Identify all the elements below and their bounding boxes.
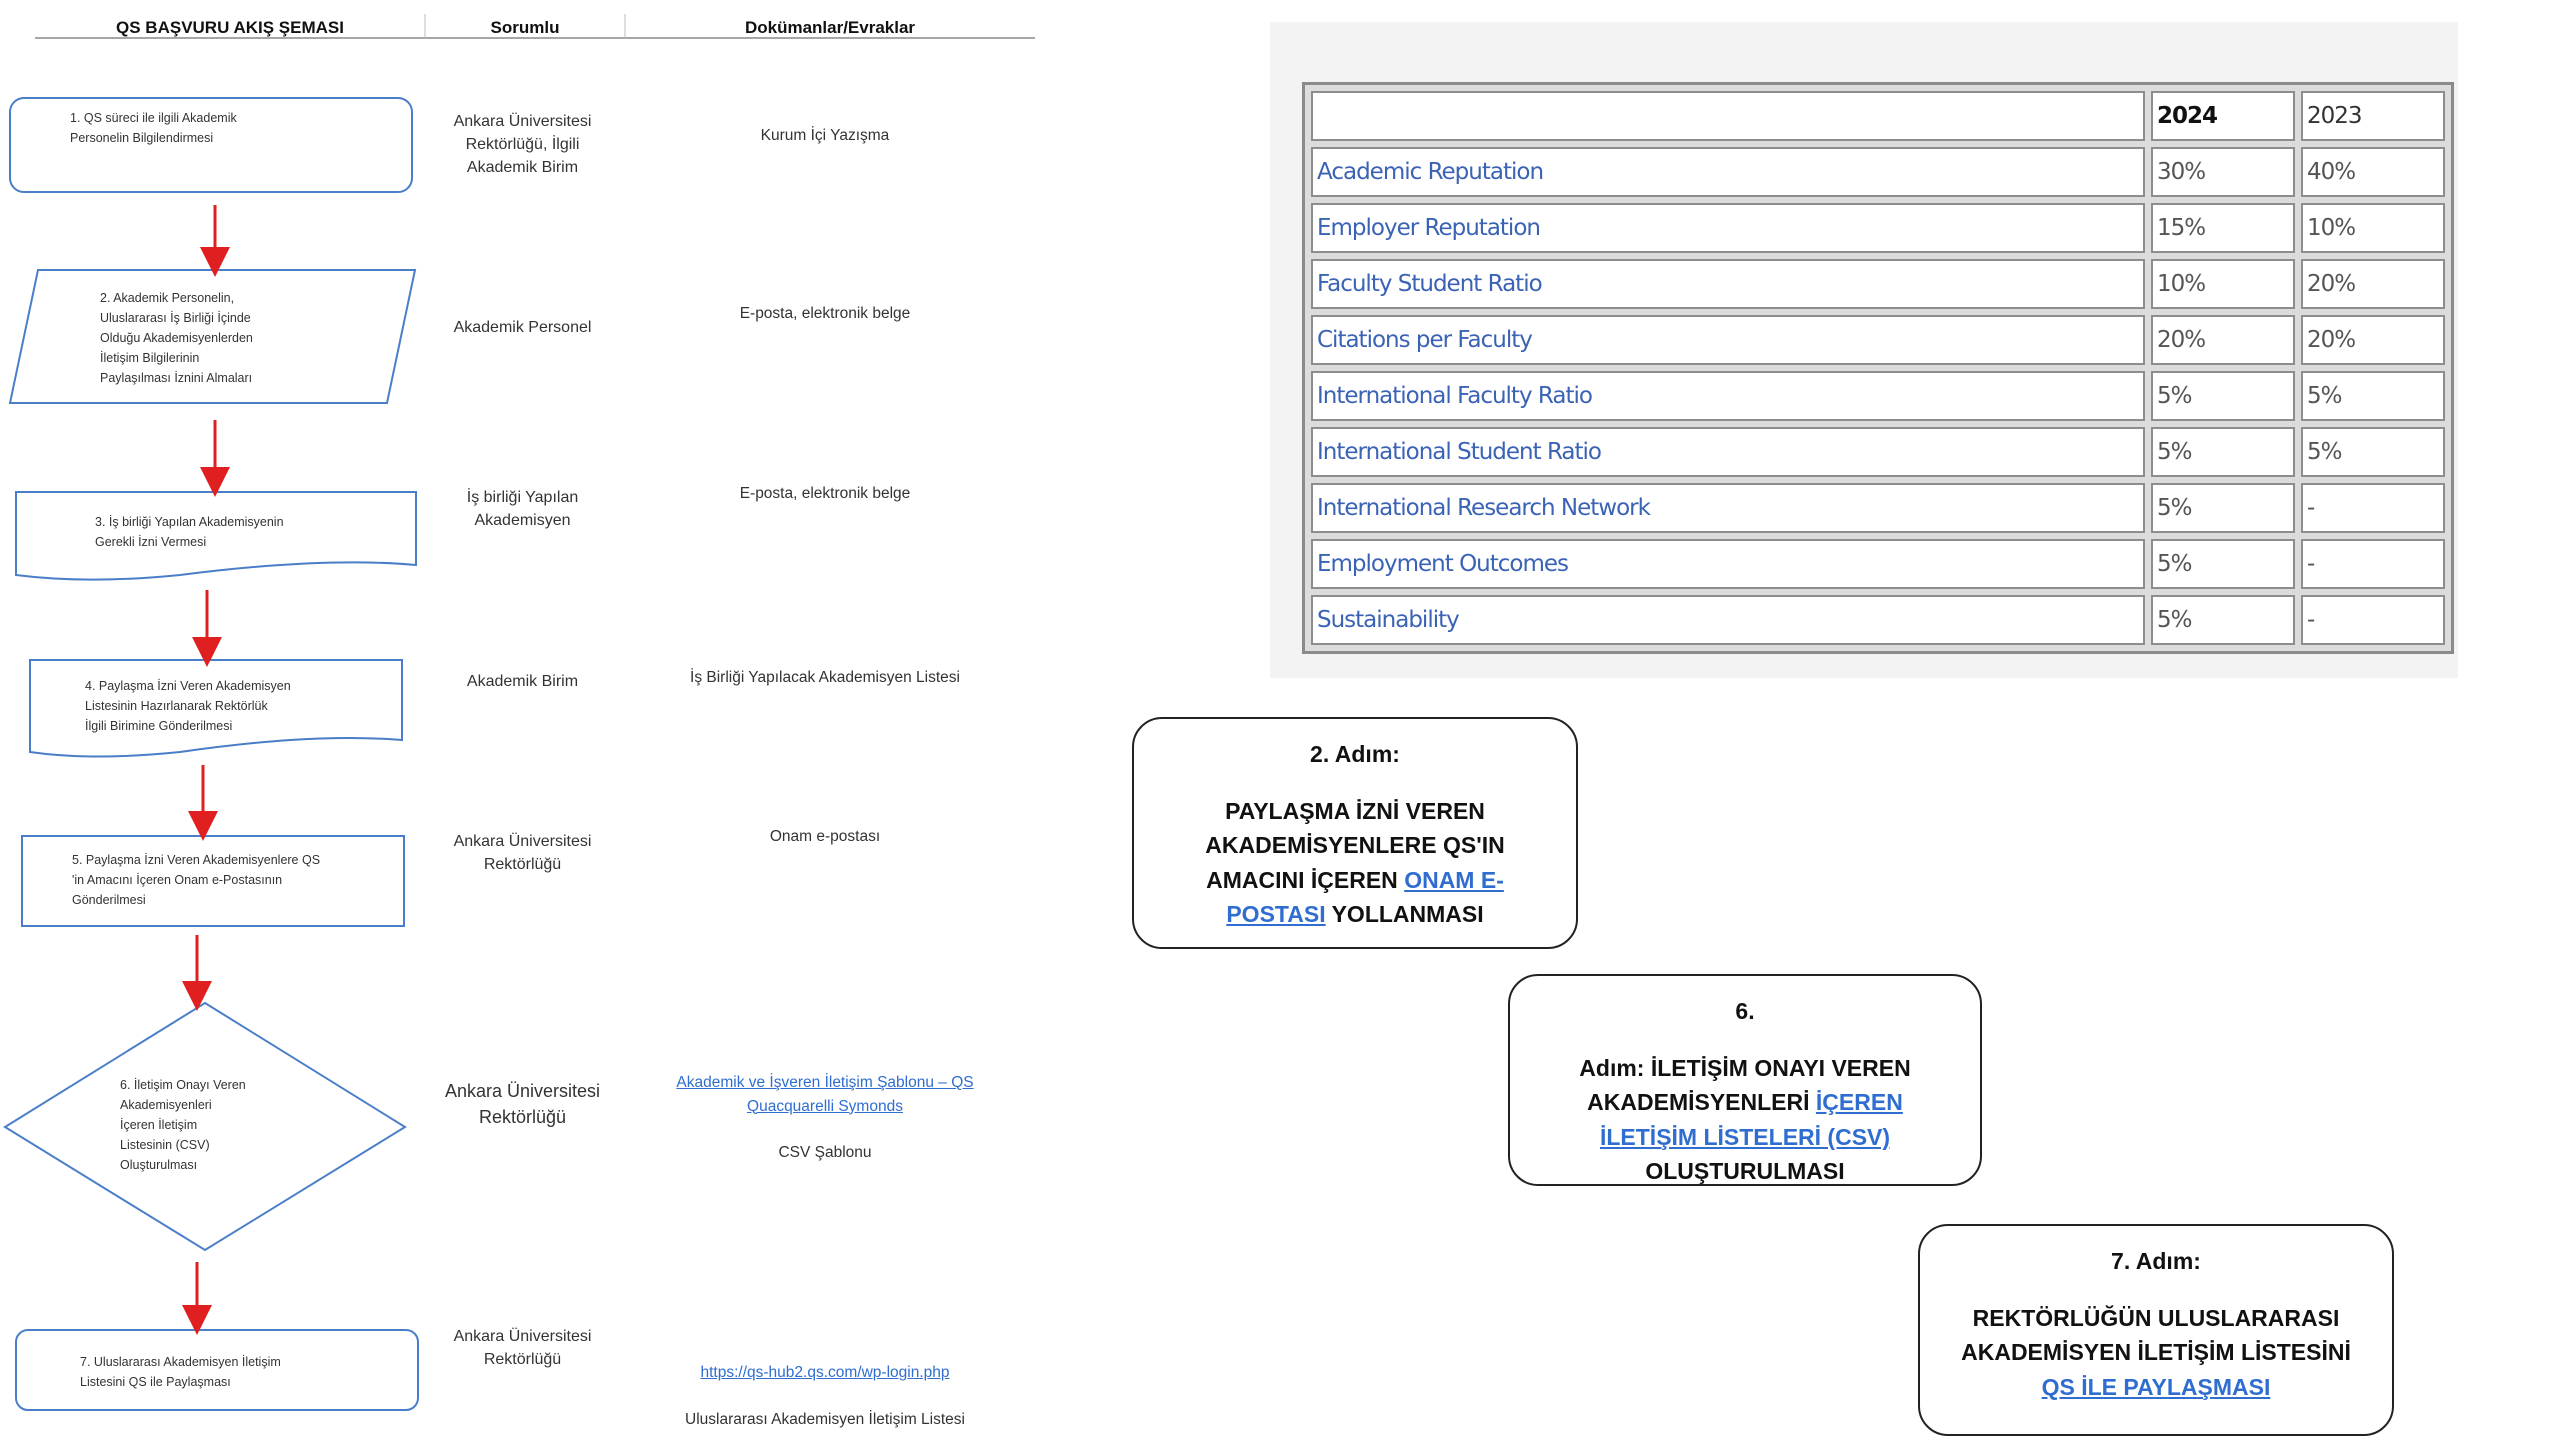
table-row	[1311, 427, 2445, 477]
flow-step-7-text: 7. Uluslararası Akademisyen İletişim Listesini QS ile Paylaşması	[80, 1355, 281, 1389]
flow-step-1-document: Kurum İçi Yazışma	[760, 127, 890, 144]
flow-step-2-document: E-posta, elektronik belge	[739, 305, 911, 322]
qs-hub-login-link[interactable]: https://qs-hub2.qs.com/wp-login.php	[700, 1364, 950, 1382]
step-6-link[interactable]: İÇEREN İLETİŞİM LİSTELERİ (CSV)	[1599, 1089, 1903, 1150]
flow-step-1-text: 1. QS süreci ile ilgili Akademik Personelin Bilgilendirmesi	[70, 111, 237, 145]
table-header-cell: 2023	[2301, 91, 2445, 141]
table-cell-label: International Faculty Ratio	[1311, 371, 2145, 421]
table-cell-v2023: 40%	[2301, 147, 2445, 197]
table-cell-v2023: -	[2301, 483, 2445, 533]
table-row	[1311, 595, 2445, 645]
table-cell-v2024: 30%	[2151, 147, 2295, 197]
contact-list-label: Uluslararası Akademisyen İletişim Listesi	[685, 1410, 965, 1428]
csv-template-label: CSV Şablonu	[778, 1144, 872, 1161]
step-2-title: 2. Adım:	[1310, 741, 1400, 767]
flow-step-7-responsible: Ankara Üniversitesi Rektörlüğü	[453, 1328, 592, 1369]
flow-step-1-responsible: Ankara Üniversitesi Rektörlüğü, İlgili Akademik Birim	[453, 113, 592, 177]
step-7-link[interactable]: QS İLE PAYLAŞMASI	[2041, 1373, 2271, 1400]
qs-contact-template-link[interactable]: Akademik ve İşveren İletişim Şablonu – QS Quacquarelli Symonds	[676, 1074, 974, 1115]
flow-step-6-text: 6. İletişim Onayı Veren Akademisyenleri İçeren İletişim Listesinin (CSV) Oluşturulması	[120, 1078, 246, 1172]
flow-step-2-text: 2. Akademik Personelin, Uluslararası İş Birliği İçinde Olduğu Akademisyenlerden İletişim Bilgilerinin Paylaşılması İznini Almaları	[100, 290, 253, 385]
table-header-cell	[1311, 91, 2145, 141]
table-cell-v2023: -	[2301, 539, 2445, 589]
table-cell-label: Employment Outcomes	[1311, 539, 2145, 589]
qs-weights-table	[1302, 82, 2454, 654]
table-cell-v2023: 20%	[2301, 315, 2445, 365]
table-row	[1311, 539, 2445, 589]
flow-step-4-document: İş Birliği Yapılacak Akademisyen Listesi	[690, 669, 960, 686]
step-6-title: 6.	[1735, 998, 1755, 1024]
flow-step-6-document-group	[635, 1048, 1015, 1188]
table-header-cell: 2024	[2151, 91, 2295, 141]
table-cell-v2024: 20%	[2151, 315, 2295, 365]
flow-step-4-responsible: Akademik Birim	[466, 673, 579, 690]
flow-step-3-text: 3. İş birliği Yapılan Akademisyenin Gerekli İzni Vermesi	[95, 515, 284, 549]
table-cell-label: International Research Network	[1311, 483, 2145, 533]
documents-column-header: Dokümanlar/Evraklar	[744, 18, 916, 37]
table-cell-label: Sustainability	[1311, 595, 2145, 645]
step-6-box	[1508, 974, 1982, 1186]
flow-step-5-text: 5. Paylaşma İzni Veren Akademisyenlere QS 'in Amacını İçeren Onam e-Postasının Gönderilmesi	[72, 853, 321, 907]
table-cell-v2023: 10%	[2301, 203, 2445, 253]
step-2-text: PAYLAŞMA İZNİ VEREN AKADEMİSYENLERE QS'IN AMACINI İÇEREN	[1205, 797, 1505, 893]
table-row	[1311, 315, 2445, 365]
table-cell-v2023: -	[2301, 595, 2445, 645]
table-cell-label: Academic Reputation	[1311, 147, 2145, 197]
table-cell-v2024: 5%	[2151, 427, 2295, 477]
table-cell-v2024: 5%	[2151, 595, 2295, 645]
table-cell-v2023: 20%	[2301, 259, 2445, 309]
flow-step-6-responsible: Ankara Üniversitesi Rektörlüğü	[444, 1081, 601, 1128]
table-cell-v2023: 5%	[2301, 371, 2445, 421]
step-6-text: Adım: İLETİŞİM ONAYI VEREN AKADEMİSYENLERİ	[1579, 1054, 1911, 1115]
table-cell-v2024: 10%	[2151, 259, 2295, 309]
table-cell-label: Faculty Student Ratio	[1311, 259, 2145, 309]
table-cell-v2024: 15%	[2151, 203, 2295, 253]
step-7-title: 7. Adım:	[2111, 1248, 2201, 1274]
step-6-text-end: OLUŞTURULMASI	[1645, 1158, 1845, 1184]
table-row	[1311, 259, 2445, 309]
weights-table-panel	[1270, 22, 2458, 678]
step-2-link[interactable]: ONAM E-POSTASI	[1226, 866, 1504, 927]
table-cell-v2023: 5%	[2301, 427, 2445, 477]
flowchart-title: QS BAŞVURU AKIŞ ŞEMASI	[116, 18, 344, 37]
flow-step-5-document: Onam e-postası	[769, 828, 881, 845]
table-cell-v2024: 5%	[2151, 371, 2295, 421]
flow-step-4-text: 4. Paylaşma İzni Veren Akademisyen Listesinin Hazırlanarak Rektörlük İlgili Birimine Gönderilmesi	[85, 679, 291, 733]
table-cell-label: Citations per Faculty	[1311, 315, 2145, 365]
table-row	[1311, 483, 2445, 533]
flow-step-7-document-group	[635, 1338, 1015, 1454]
flow-step-2-responsible: Akademik Personel	[453, 319, 592, 336]
table-cell-v2024: 5%	[2151, 483, 2295, 533]
table-cell-v2024: 5%	[2151, 539, 2295, 589]
table-cell-label: Employer Reputation	[1311, 203, 2145, 253]
table-header-row	[1311, 91, 2445, 141]
step-2-text-end: YOLLANMASI	[1325, 901, 1484, 927]
step-7-text: REKTÖRLÜĞÜN ULUSLARARASI AKADEMİSYEN İLETİŞİM LİSTESİNİ	[1961, 1304, 2351, 1365]
flow-step-3-document: E-posta, elektronik belge	[739, 485, 911, 502]
table-cell-label: International Student Ratio	[1311, 427, 2145, 477]
flow-step-3-responsible: İş birliği Yapılan Akademisyen	[466, 489, 579, 530]
table-row	[1311, 147, 2445, 197]
table-row	[1311, 371, 2445, 421]
flow-step-5-responsible: Ankara Üniversitesi Rektörlüğü	[453, 833, 592, 874]
responsible-column-header: Sorumlu	[490, 18, 560, 37]
step-2-box	[1132, 717, 1578, 949]
step-7-box	[1918, 1224, 2394, 1436]
table-row	[1311, 203, 2445, 253]
